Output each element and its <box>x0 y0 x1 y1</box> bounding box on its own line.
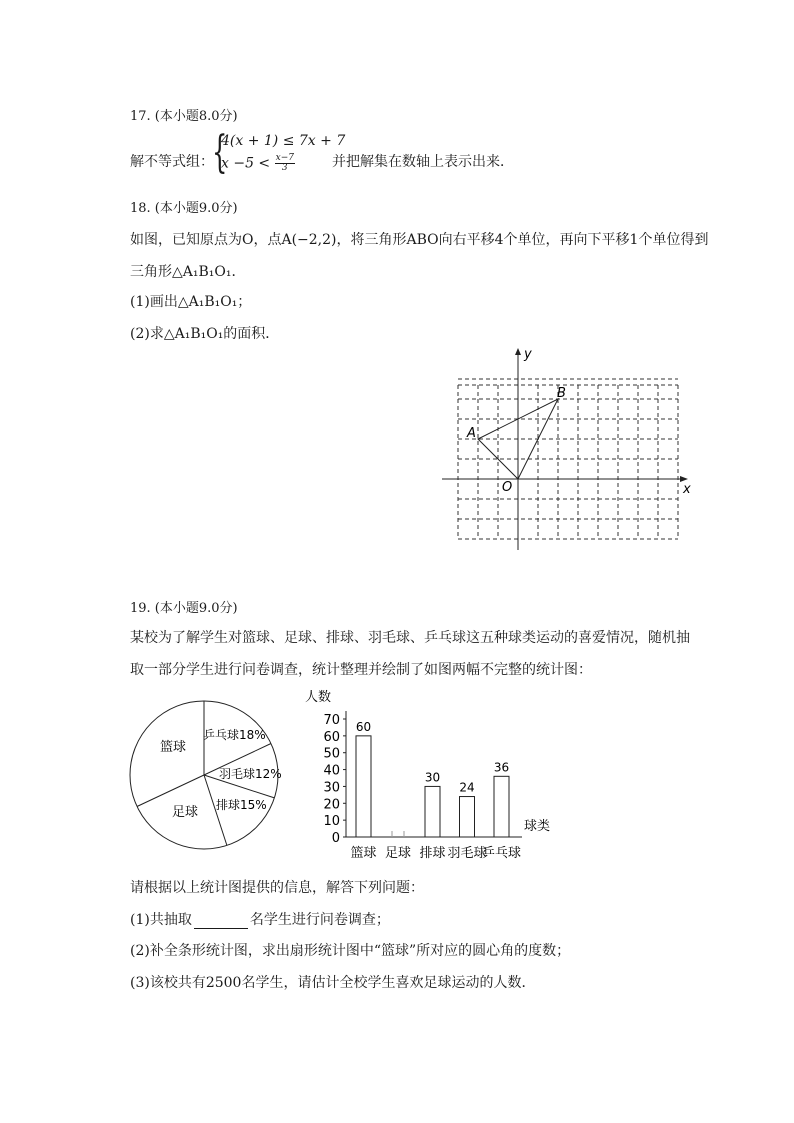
q18-text-1: 如图，已知原点为O，点A(−2,2)，将三角形ABO向右平移4个单位，再向下平移1个单位得到 <box>130 232 709 248</box>
pie-label-football: 足球 <box>172 805 199 820</box>
q19-sub-1-post: 名学生进行问卷调查； <box>249 912 390 928</box>
x-axis-label: x <box>683 482 691 497</box>
bar-ytick-label: 60 <box>323 729 340 745</box>
q17-heading: 17. (本小题8.0分) <box>130 109 238 124</box>
q19-intro-2: 取一部分学生进行问卷调查，统计整理并绘制了如图两幅不完整的统计图： <box>130 662 592 678</box>
pie-label-badminton: 羽毛球12% <box>219 767 282 781</box>
q17-inequality-1: 4(x + 1) ≤ 7x + 7 <box>221 133 346 149</box>
q17-instruction: 并把解集在数轴上表示出来． <box>332 154 514 170</box>
pie-label-basketball: 篮球 <box>160 740 187 755</box>
bar-ytick-label: 30 <box>323 780 340 796</box>
q18-heading: 18. (本小题9.0分) <box>130 201 238 216</box>
q19-heading: 19. (本小题9.0分) <box>130 601 238 616</box>
bar-xlabel: 球类 <box>524 819 551 834</box>
brace-symbol: { <box>212 127 228 178</box>
bar-ytick-label: 0 <box>331 831 340 846</box>
origin-label: O <box>502 480 513 495</box>
bar-0 <box>356 736 371 837</box>
bar-ytick-label: 10 <box>323 814 340 830</box>
pie-slice-divider <box>137 775 204 807</box>
bar-3 <box>460 797 475 837</box>
bar-data-label: 30 <box>424 770 441 785</box>
pie-chart <box>126 697 286 857</box>
q19-sub-1 <box>130 909 390 929</box>
y-axis-arrow <box>515 348 521 355</box>
bar-2 <box>425 786 440 837</box>
q17-fraction-num: x−7 <box>275 153 294 163</box>
y-axis-label: y <box>524 347 532 362</box>
answer-blank[interactable] <box>194 916 248 929</box>
bar-ylabel: 人数 <box>305 690 332 705</box>
bar-category-label: 篮球 <box>350 846 377 861</box>
q19-sub-2: (2)补全条形统计图，求出扇形统计图中“篮球”所对应的圆心角的度数； <box>130 943 571 959</box>
q17-label: 解不等式组： <box>130 154 214 170</box>
q19-sub-1-pre: (1)共抽取 <box>130 912 192 928</box>
bar-data-label: 24 <box>459 780 475 795</box>
bar-category-label: 足球 <box>384 846 412 861</box>
bar-4 <box>494 776 509 837</box>
bar-data-label: 36 <box>493 760 510 775</box>
pie-label-pingpong: 乒乓球18% <box>203 728 266 742</box>
bar-ytick-label: 50 <box>323 746 340 762</box>
pie-label-volleyball: 排球15% <box>216 798 267 812</box>
bar-chart <box>300 685 570 863</box>
q18-text-2: 三角形△A₁B₁O₁． <box>130 264 246 280</box>
q17-fraction <box>275 154 295 173</box>
coordinate-graph <box>440 345 700 560</box>
q17-inequality-2-left: x −5 < <box>221 155 271 172</box>
bar-ytick-label: 70 <box>323 713 340 728</box>
q18-sub-2: (2)求△A₁B₁O₁的面积． <box>130 326 280 342</box>
bar-data-label: 60 <box>355 719 372 734</box>
dashed-grid <box>458 379 678 539</box>
point-B-label: B <box>557 386 566 401</box>
bar-category-label: 乒乓球 <box>481 846 522 861</box>
bar-category-label: 排球 <box>419 846 446 861</box>
bar-ytick-label: 40 <box>323 763 340 779</box>
q17-inequality-2 <box>221 154 295 173</box>
q17-fraction-den: 3 <box>281 163 288 173</box>
bar-ytick-label: 20 <box>323 797 340 813</box>
q19-intro-1: 某校为了解学生对篮球、足球、排球、羽毛球、乒乓球这五种球类运动的喜爱情况，随机抽 <box>130 630 690 646</box>
q18-sub-1: (1)画出△A₁B₁O₁； <box>130 294 252 310</box>
point-A-label: A <box>467 426 476 441</box>
bar-category-label: 羽毛球 <box>447 846 487 861</box>
q19-prompt: 请根据以上统计图提供的信息，解答下列问题： <box>130 880 424 896</box>
q19-sub-3: (3)该校共有2500名学生，请估计全校学生喜欢足球运动的人数． <box>130 975 536 991</box>
